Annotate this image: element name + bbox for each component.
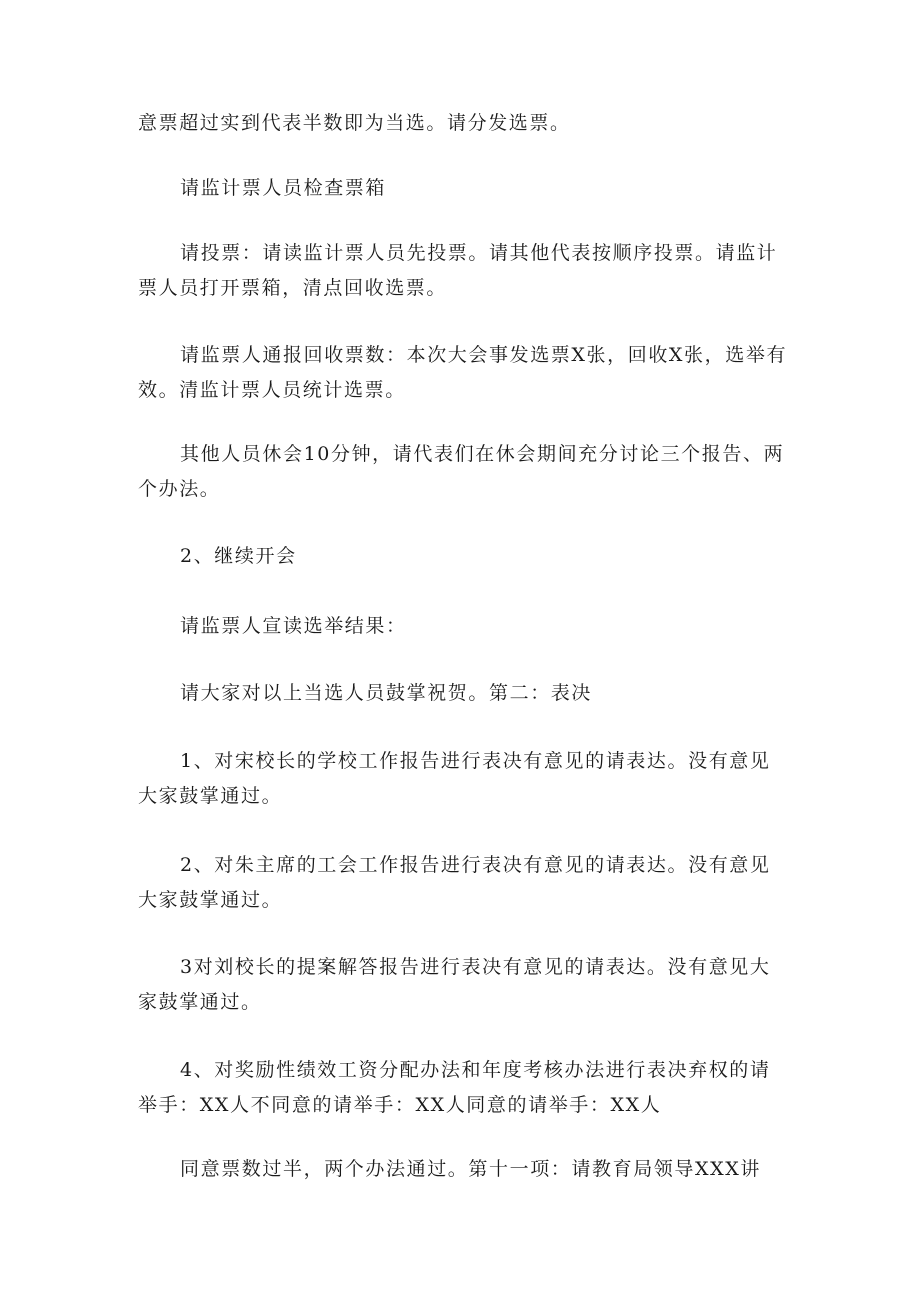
- paragraph-recess: 其他人员休会10分钟，请代表们在休会期间充分讨论三个报告、两个办法。: [138, 443, 785, 500]
- paragraph-ballot-count: 请监票人通报回收票数：本次大会事发选票X张，回收X张，选举有效。清监计票人员统计选票。: [138, 344, 788, 401]
- paragraph-resolution-3: 3对刘校长的提案解答报告进行表决有意见的请表达。没有意见大家鼓掌通过。: [138, 956, 771, 1013]
- paragraph-check-ballot-box: 请监计票人员检查票箱: [180, 177, 387, 199]
- paragraph-voting: 请投票：请读监计票人员先投票。请其他代表按顺序投票。请监计票人员打开票箱，清点回收选票。: [138, 242, 778, 299]
- paragraph-resolution-2: 2、对朱主席的工会工作报告进行表决有意见的请表达。没有意见大家鼓掌通过。: [138, 854, 771, 911]
- paragraph-resolution-4: 4、对奖励性绩效工资分配办法和年度考核办法进行表决弃权的请举手：XX人不同意的请举手：XX人同意的请举手：XX人: [138, 1059, 771, 1116]
- section-heading-continue-meeting: 2、继续开会: [180, 545, 297, 567]
- paragraph-announce-results: 请监票人宣读选举结果：: [180, 615, 407, 637]
- paragraph-election-rule: 意票超过实到代表半数即为当选。请分发选票。: [138, 112, 571, 134]
- paragraph-vote-passed: 同意票数过半，两个办法通过。第十一项：请教育局领导XXX讲: [180, 1158, 761, 1180]
- paragraph-applause-vote: 请大家对以上当选人员鼓掌祝贺。第二：表决: [180, 682, 593, 704]
- paragraph-resolution-1: 1、对宋校长的学校工作报告进行表决有意见的请表达。没有意见大家鼓掌通过。: [138, 750, 771, 807]
